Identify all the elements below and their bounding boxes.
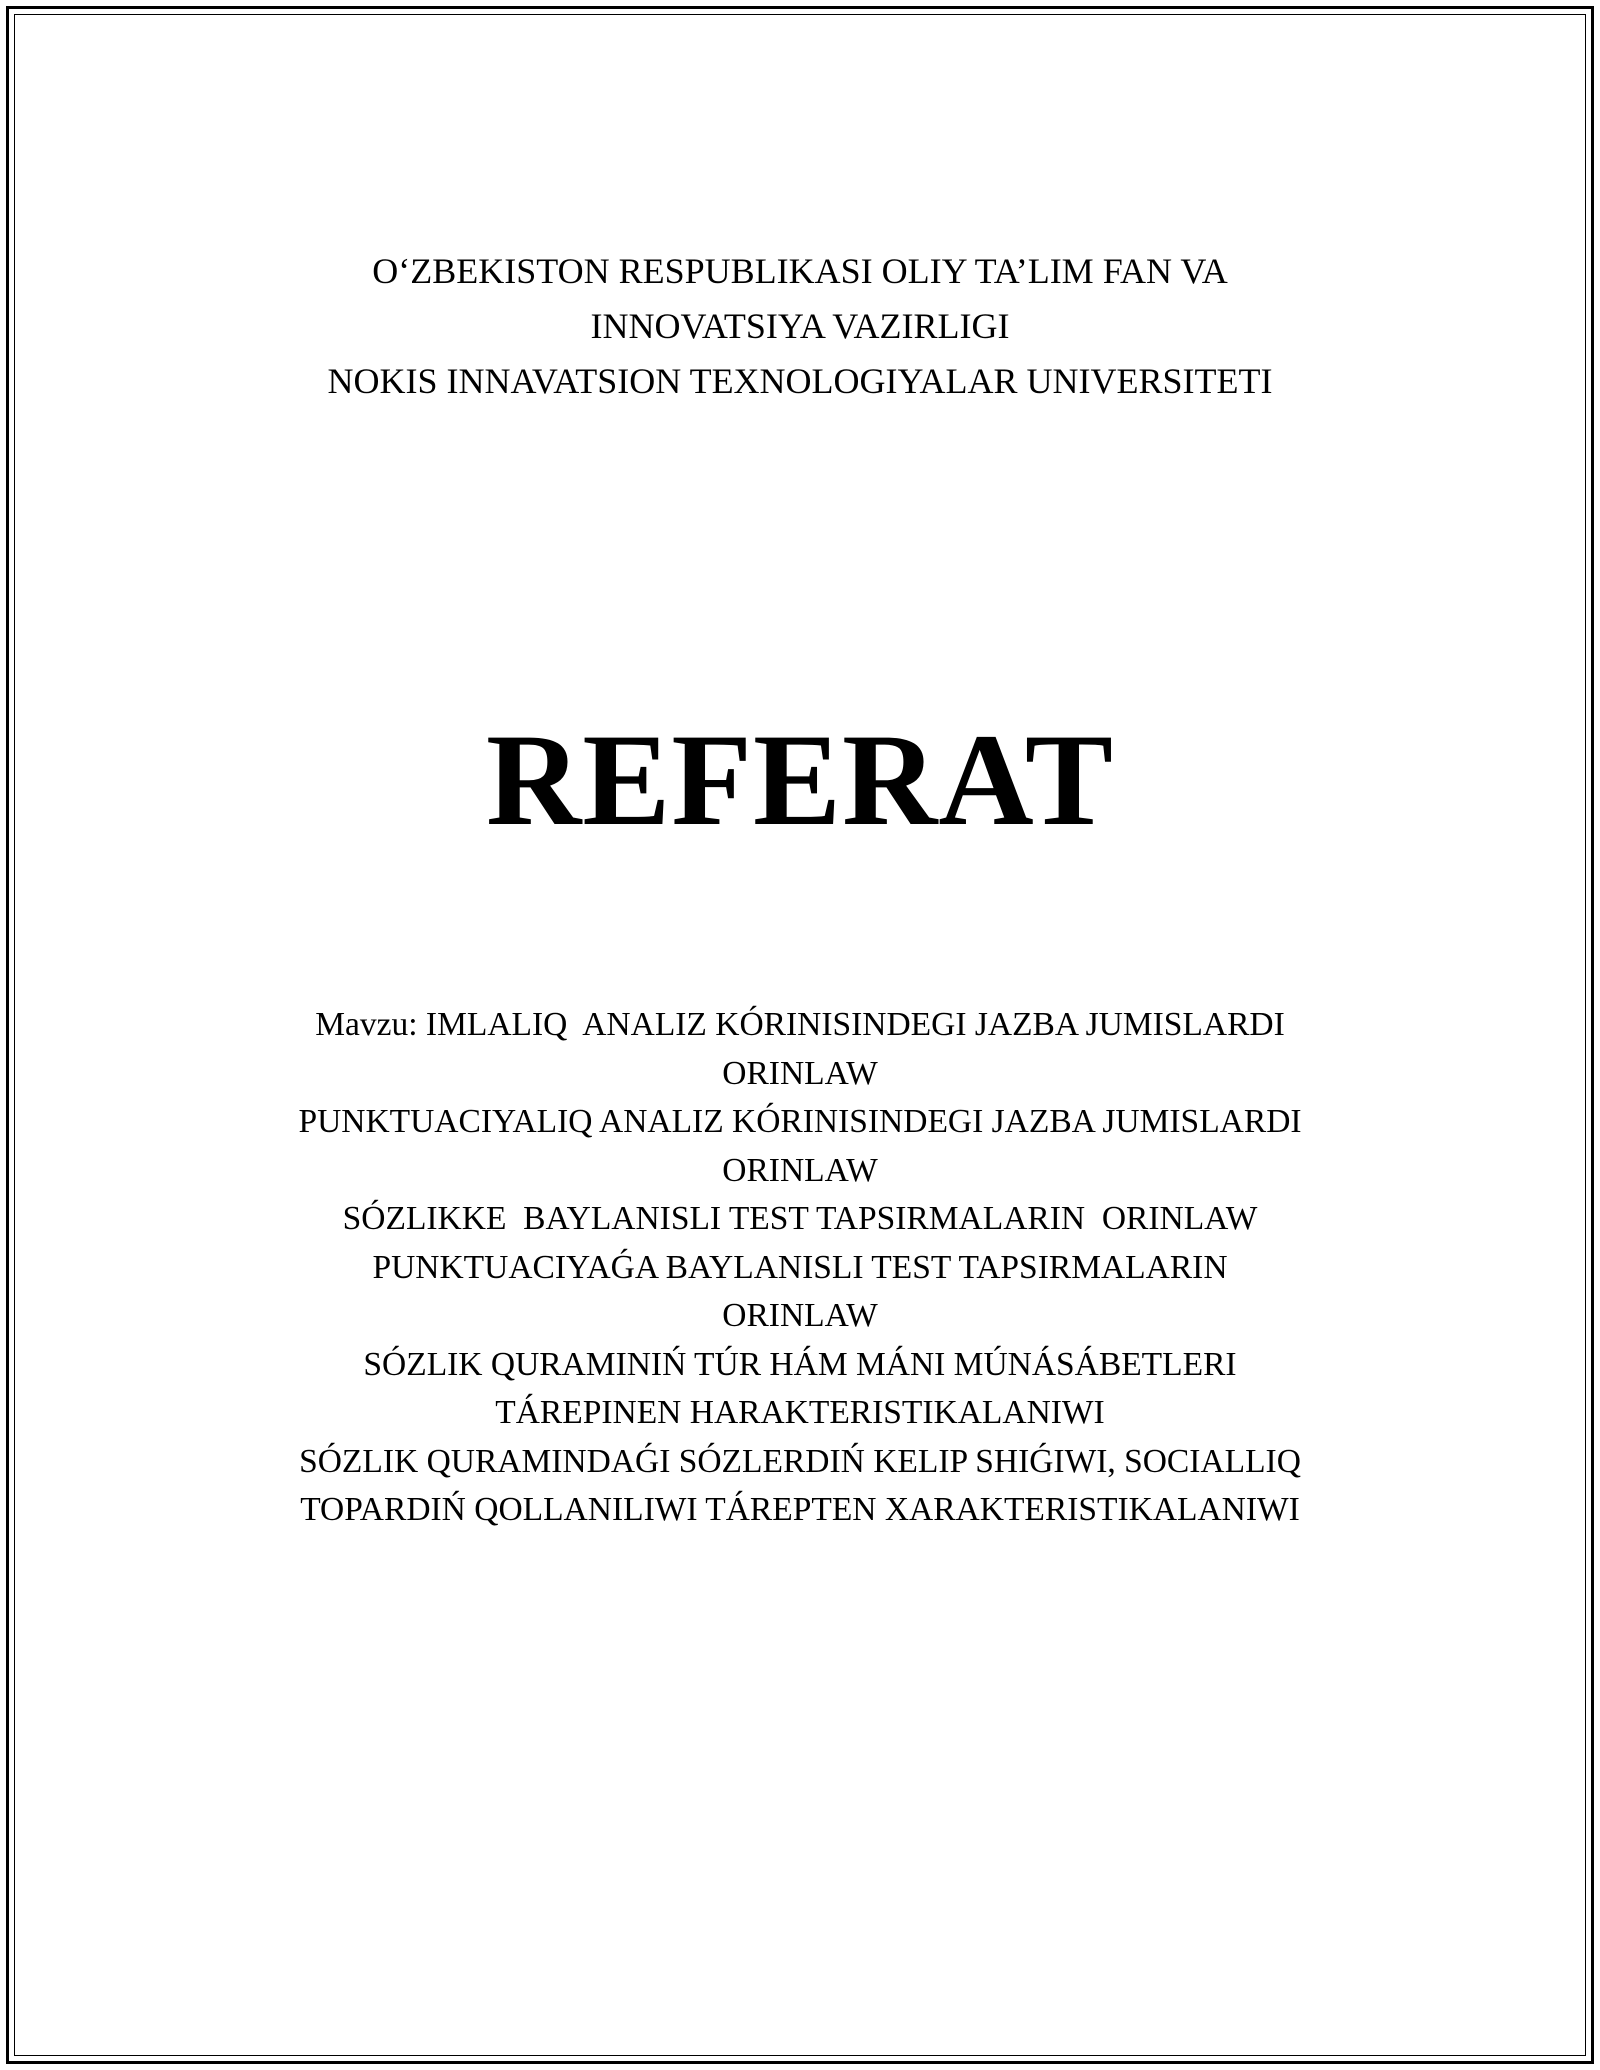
topic-block: [0, 1001, 1600, 1535]
topic-line: SÓZLIK QURAMINIŃ TÚR HÁM MÁNI MÚNÁSÁBETLERI: [363, 1345, 1237, 1383]
topic-line: TÁREPINEN HARAKTERISTIKALANIWI: [495, 1394, 1105, 1431]
topic-line: TOPARDIŃ QOLLANILIWI TÁREPTEN XARAKTERISTIKALANIWI: [300, 1491, 1300, 1528]
topic-line: PUNKTUACIYAǴA BAYLANISLI TEST TAPSIRMALARIN: [372, 1248, 1228, 1286]
document-title: REFERAT: [486, 706, 1114, 853]
topic-line: ORINLAW: [722, 1054, 878, 1092]
header-line-ministry-2: INNOVATSIYA VAZIRLIGI: [590, 306, 1010, 346]
topic-line: ORINLAW: [722, 1297, 878, 1334]
header-line-university: NOKIS INNAVATSION TEXNOLOGIYALAR UNIVERSITETI: [327, 361, 1273, 401]
topic-line: PUNKTUACIYALIQ ANALIZ KÓRINISINDEGI JAZBA JUMISLARDI: [298, 1103, 1302, 1140]
topic-line: ORINLAW: [722, 1151, 878, 1189]
header-line-ministry-1: O‘ZBEKISTON RESPUBLIKASI OLIY TA’LIM FAN VA: [372, 251, 1228, 291]
institution-header: [0, 244, 1600, 409]
topic-line: Mavzu: IMLALIQ ANALIZ KÓRINISINDEGI JAZBA JUMISLARDI: [315, 1006, 1285, 1043]
topic-line: SÓZLIK QURAMINDAǴI SÓZLERDIŃ KELIP SHIǴIWI, SOCIALLIQ: [299, 1442, 1301, 1480]
topic-line: SÓZLIKKE BAYLANISLI TEST TAPSIRMALARIN ORINLAW: [342, 1200, 1258, 1237]
